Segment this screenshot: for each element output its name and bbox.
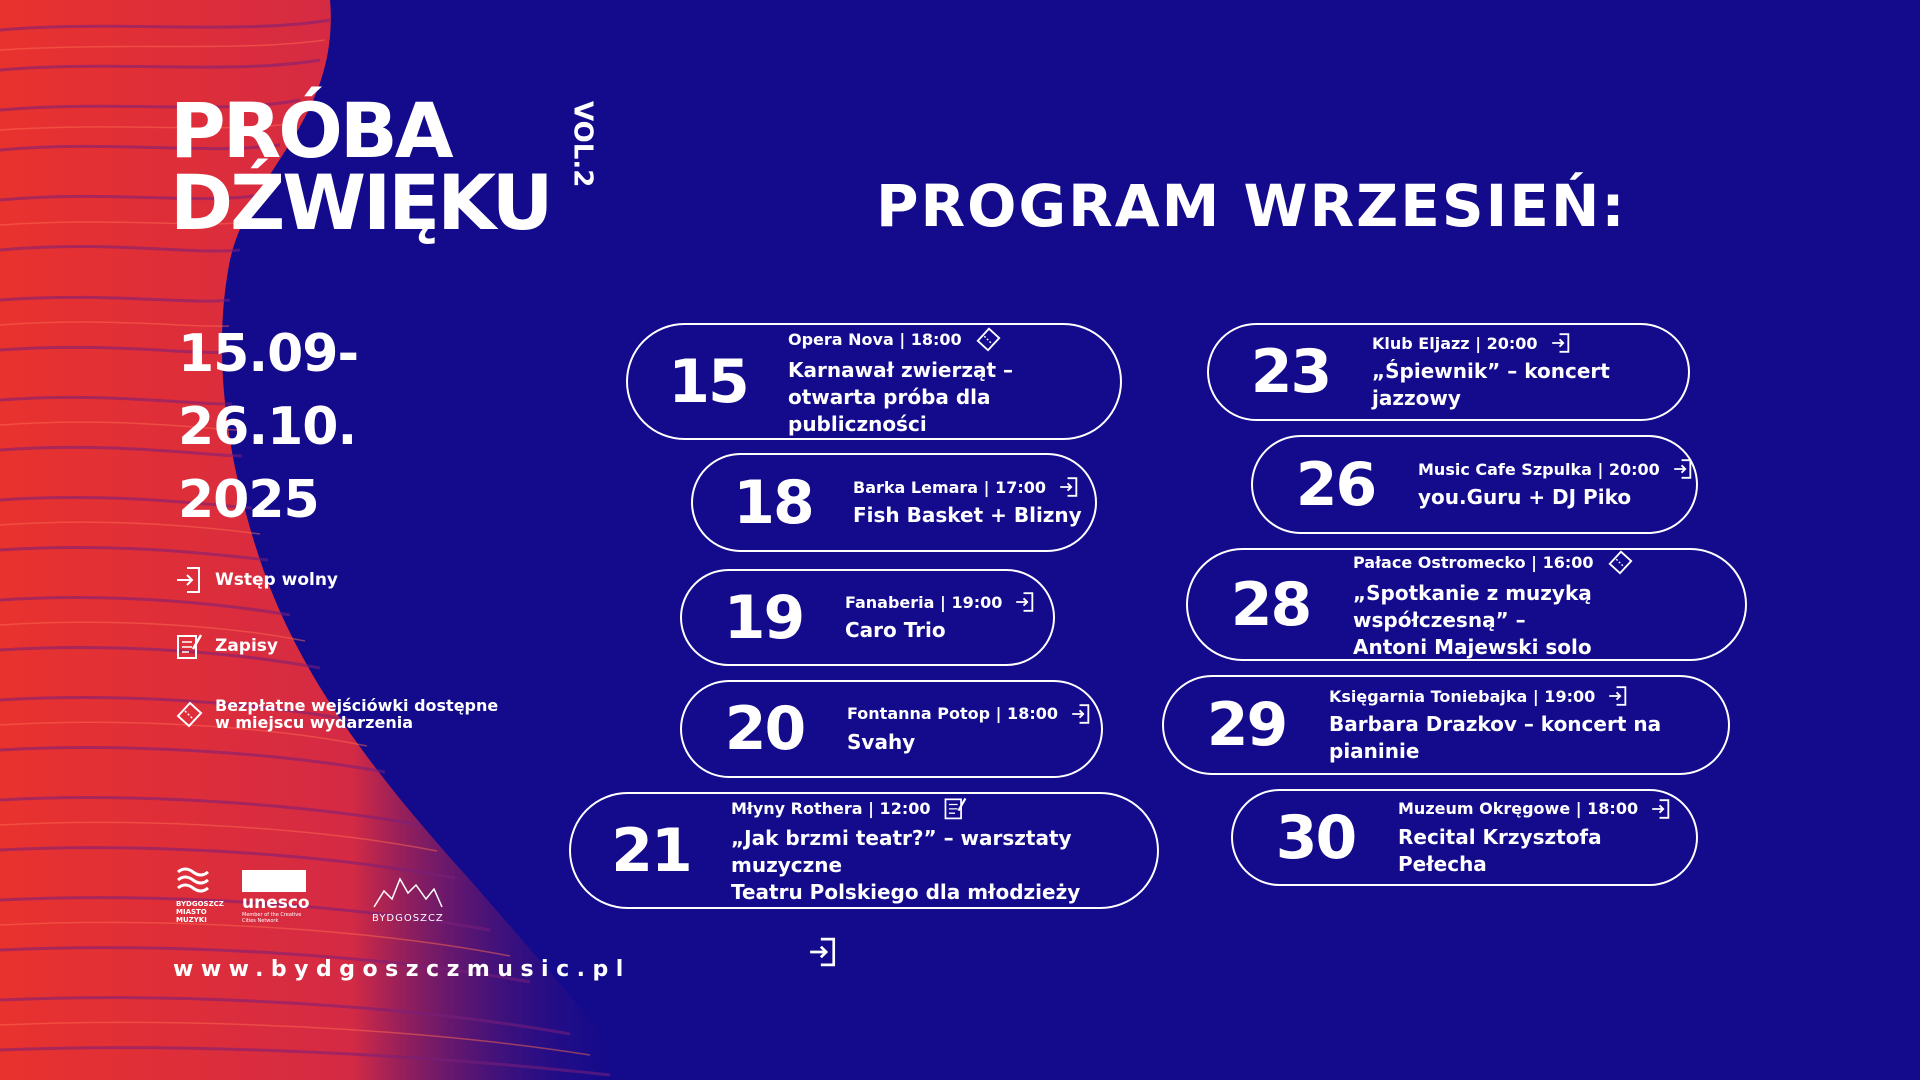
event-15 bbox=[626, 323, 1122, 440]
legend-label-tickets-1: Bezpłatne wejściówki dostępne bbox=[215, 696, 499, 715]
event-title-1: you.Guru + DJ Piko bbox=[1418, 485, 1632, 509]
event-title-1: Barbara Drazkov – koncert na pianinie bbox=[1329, 712, 1662, 763]
legend-item-free-entry bbox=[175, 565, 515, 595]
dates-line-3: 2025 bbox=[178, 470, 319, 530]
event-day: 28 bbox=[1230, 569, 1311, 640]
unesco-subtext: Member of the Creative Cities Network bbox=[242, 912, 302, 924]
event-venue-text: Fontanna Potop | 18:00 bbox=[847, 704, 1058, 723]
bydgoszcz-music-logo bbox=[176, 866, 232, 924]
enter-icon bbox=[808, 935, 838, 969]
event-venue-text: Klub Eljazz | 20:00 bbox=[1372, 333, 1538, 353]
unesco-temple-icon bbox=[242, 870, 306, 892]
event-day: 18 bbox=[733, 467, 813, 538]
ticket-icon bbox=[974, 325, 1002, 353]
event-venue bbox=[1398, 798, 1696, 820]
event-venue bbox=[853, 476, 1082, 498]
event-venue bbox=[847, 703, 1092, 725]
sign-up-icon bbox=[175, 631, 203, 661]
logo-line-1: PRÓBA bbox=[170, 86, 451, 175]
legend-item-tickets bbox=[175, 697, 515, 731]
sponsor-logos bbox=[176, 866, 444, 924]
ticket-icon bbox=[175, 699, 203, 729]
bydgoszcz-music-text: BYDGOSZCZ MIASTO MUZYKI bbox=[176, 900, 224, 924]
event-day: 21 bbox=[611, 815, 691, 886]
event-title-1: „Jak brzmi teatr?” – warsztaty muzyczne bbox=[731, 826, 1072, 877]
enter-icon bbox=[1550, 332, 1572, 354]
event-title-1: Karnawał zwierząt – bbox=[788, 358, 1014, 382]
enter-icon bbox=[1014, 591, 1036, 613]
legend-label-tickets-2: w miejscu wydarzenia bbox=[215, 713, 413, 732]
waves-icon bbox=[176, 866, 210, 896]
event-venue-text: Muzeum Okręgowe | 18:00 bbox=[1398, 799, 1639, 818]
event-venue-text: Pałace Ostromecko | 16:00 bbox=[1353, 552, 1594, 572]
event-day: 29 bbox=[1206, 690, 1287, 760]
dates-line-1: 15.09- bbox=[178, 324, 359, 384]
event-title-2: Antoni Majewski solo bbox=[1353, 635, 1592, 659]
event-venue-text: Fanaberia | 19:00 bbox=[845, 592, 1003, 612]
legend-label-sign-up: Zapisy bbox=[215, 636, 278, 656]
city-skyline-icon bbox=[372, 873, 444, 909]
festival-logo bbox=[170, 86, 598, 248]
event-19 bbox=[680, 569, 1055, 666]
event-29 bbox=[1162, 675, 1730, 775]
event-18 bbox=[691, 453, 1097, 552]
event-venue-text: Księgarnia Toniebajka | 19:00 bbox=[1329, 686, 1596, 706]
event-venue-text: Barka Lemara | 17:00 bbox=[853, 477, 1047, 497]
bydgoszcz-city-text: BYDGOSZCZ bbox=[372, 913, 444, 924]
event-venue bbox=[1329, 685, 1728, 707]
event-venue bbox=[731, 795, 1157, 821]
enter-icon bbox=[1058, 476, 1080, 498]
logo-line-2: DŹWIĘKU bbox=[170, 158, 551, 248]
event-title-1: Svahy bbox=[847, 729, 916, 754]
event-title-1: „Śpiewnik” – koncert jazzowy bbox=[1372, 359, 1610, 410]
event-title-1: Fish Basket + Blizny bbox=[853, 503, 1082, 527]
event-28 bbox=[1186, 548, 1747, 661]
logo-vol: VOL.2 bbox=[567, 101, 598, 188]
ticket-icon bbox=[1606, 548, 1634, 576]
sign-up-icon bbox=[942, 795, 968, 821]
event-26 bbox=[1251, 435, 1698, 534]
event-day: 23 bbox=[1250, 337, 1331, 407]
website-link[interactable]: www.bydgoszczmusic.pl bbox=[173, 957, 631, 982]
unesco-logo bbox=[242, 870, 312, 924]
event-day: 15 bbox=[668, 346, 748, 417]
event-title-2: otwarta próba dla publiczności bbox=[788, 385, 991, 436]
event-venue-text: Music Cafe Szpulka | 20:00 bbox=[1418, 459, 1660, 479]
event-venue-text: Opera Nova | 18:00 bbox=[788, 329, 962, 349]
event-30 bbox=[1231, 789, 1698, 886]
event-title-1: Caro Trio bbox=[845, 618, 946, 642]
event-day: 20 bbox=[724, 694, 805, 764]
legend-item-sign-up bbox=[175, 631, 515, 661]
event-day: 30 bbox=[1275, 802, 1356, 873]
event-venue bbox=[1418, 458, 1694, 480]
legend bbox=[175, 565, 515, 767]
event-23 bbox=[1207, 323, 1690, 421]
bydgoszcz-city-logo bbox=[372, 873, 444, 924]
enter-icon bbox=[1070, 703, 1092, 725]
event-title-2: Teatru Polskiego dla młodzieży bbox=[731, 880, 1081, 904]
enter-icon bbox=[1607, 685, 1629, 707]
enter-icon bbox=[175, 565, 203, 595]
event-venue bbox=[1353, 548, 1745, 576]
event-day: 26 bbox=[1295, 449, 1376, 520]
dates-line-2: 26.10. bbox=[178, 397, 357, 457]
event-day: 19 bbox=[723, 582, 804, 653]
event-venue bbox=[1372, 332, 1688, 354]
event-21 bbox=[569, 792, 1159, 909]
legend-label-free-entry: Wstęp wolny bbox=[215, 570, 339, 590]
event-venue-text: Młyny Rothera | 12:00 bbox=[731, 798, 931, 818]
event-title-1: „Spotkanie z muzyką współczesną” – bbox=[1353, 581, 1592, 632]
unesco-text: unesco bbox=[242, 893, 310, 913]
event-venue bbox=[845, 591, 1036, 613]
event-title-1: Recital Krzysztofa Pełecha bbox=[1398, 824, 1602, 876]
page-title: PROGRAM WRZESIEŃ: bbox=[876, 172, 1627, 240]
event-20 bbox=[680, 680, 1103, 778]
event-venue bbox=[788, 325, 1120, 353]
enter-icon bbox=[1672, 458, 1694, 480]
festival-dates bbox=[178, 318, 358, 537]
enter-icon bbox=[1650, 798, 1672, 820]
